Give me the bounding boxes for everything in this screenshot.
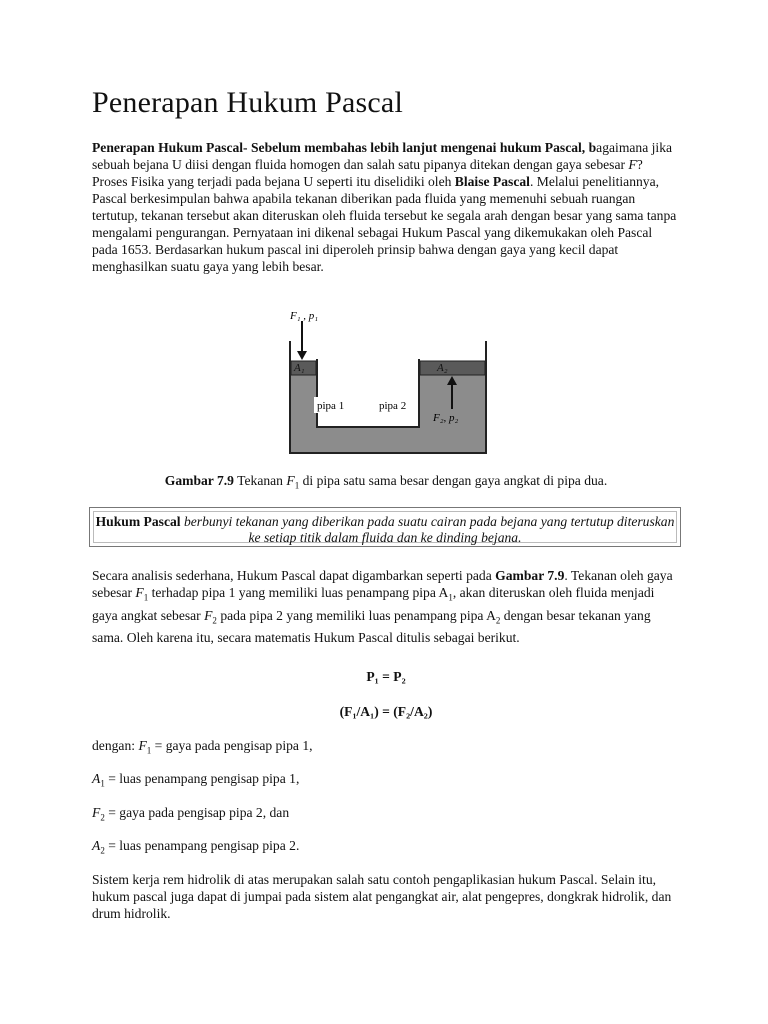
analysis-paragraph [92, 567, 680, 646]
equation-2: (F₁/A₁) = (F₂/A₂) [339, 704, 433, 719]
var-f: F [628, 157, 637, 172]
analysis-text: , akan diteruskan oleh fluida menjadi gaya angkat sebesar [92, 585, 655, 623]
law-box [89, 507, 681, 547]
figure-ref: Gambar 7.9 [495, 568, 565, 583]
equation-1: P₁ = P₂ [366, 669, 406, 684]
label-f1p1: F₁ , p₁ [290, 310, 319, 322]
def-text: = gaya pada pengisap pipa 2, dan [104, 805, 290, 820]
definition-f1 [92, 738, 313, 756]
caption-text: Tekanan [233, 473, 287, 488]
intro-lead: Penerapan Hukum Pascal- Sebelum membahas lebih lanjut mengenai hukum Pascal, b [92, 140, 597, 155]
def-var: F [92, 805, 101, 820]
def-text: = gaya pada pengisap pipa 1, [151, 738, 313, 753]
caption-label: Gambar 7.9 [164, 473, 234, 488]
law-name: Hukum Pascal [95, 514, 181, 529]
def-var: A [92, 838, 101, 853]
subscript: 1 [146, 745, 152, 756]
subscript: 1 [143, 592, 149, 603]
def-var: A [92, 771, 101, 786]
figure-caption [92, 473, 680, 491]
arrow-f1-head [297, 351, 307, 360]
analysis-text: Secara analisis sederhana, Hukum Pascal dapat digambarkan seperti pada [92, 568, 496, 583]
pascal-name: Blaise Pascal [454, 174, 530, 189]
def-var: F [138, 738, 147, 753]
label-a2: A₂ [437, 362, 448, 374]
subscript: 1 [100, 778, 105, 789]
definition-a2 [92, 838, 299, 856]
var-f: F [204, 607, 213, 623]
var-f: F [135, 585, 144, 600]
subscript: 1 [448, 592, 453, 603]
label-pipa2: pipa 2 [379, 400, 407, 412]
analysis-text: dengan besar tekanan yang sama. Oleh karena itu, secara matematis Hukum Pascal ditulis sebagai berikut. [92, 607, 651, 646]
def-text: = luas penampang pengisap pipa 1, [104, 771, 300, 786]
label-pipa1: pipa 1 [317, 400, 345, 412]
law-box-text [93, 511, 677, 543]
caption-text: di pipa satu sama besar dengan gaya angkat di pipa dua. [299, 473, 608, 488]
subscript: 1 [294, 480, 300, 491]
law-statement: berbunyi tekanan yang diberikan pada suatu cairan pada bejana yang tertutup diteruskan ke setiap titik dalam fluida dan ke dinding bejana. [180, 514, 675, 545]
definition-a1 [92, 771, 299, 789]
subscript: 2 [100, 845, 105, 856]
intro-paragraph [92, 139, 680, 275]
subscript: 2 [100, 812, 105, 823]
definition-f2 [92, 805, 289, 823]
inner-wall [317, 359, 419, 427]
label-a1: A₁ [294, 362, 305, 374]
closing-paragraph: Sistem kerja rem hidrolik di atas merupakan salah satu contoh pengaplikasian hukum Pascal. Selain itu, hukum pascal juga dapat di jumpai pada sistem alat pengangkat air, alat pengepres, dongkrak hidrolik, dan drum hidrolik. [92, 872, 672, 921]
analysis-text: terhadap pipa 1 yang memiliki luas penampang pipa A [148, 585, 449, 600]
intro-text: . Melalui penelitiannya, Pascal berkesimpulan bahwa apabila tekanan diberikan pada fluida yang memenuhi sebuah ruangan tertutup, tekanan tersebut akan diteruskan oleh fluida tersebut ke segala arah dengan besar yang sama tanpa mengalami pengurangan. Pernyataan ini dikenal sebagai Hukum Pascal yang dikemukakan oleh Pascal pada 1653. Berdasarkan hukum pascal ini diperoleh prinsip bahwa dengan gaya yang kecil dapat menghasilkan suatu gaya yang lebih besar. [92, 174, 677, 274]
var-f: F [286, 473, 295, 488]
def-text: = luas penampang pengisap pipa 2. [104, 838, 300, 853]
intro-text: ? Proses Fisika yang terjadi pada bejana U seperti itu diselidiki oleh [92, 157, 643, 189]
subscript: 2 [495, 615, 501, 626]
subscript: 2 [212, 615, 217, 626]
page-title: Penerapan Hukum Pascal [92, 86, 403, 119]
def-prefix: dengan: [92, 738, 139, 753]
piston-2 [420, 361, 485, 375]
analysis-text: . Tekanan oleh gaya sebesar [92, 568, 673, 600]
intro-text: agaimana jika sebuah bejana U diisi dengan fluida homogen dan salah satu pipanya ditekan dengan gaya sebesar [92, 140, 673, 172]
label-f2p2: F₂, p₂ [433, 412, 459, 424]
analysis-text: pada pipa 2 yang memiliki luas penampang pipa A [216, 607, 496, 623]
u-tube-figure [288, 307, 488, 455]
